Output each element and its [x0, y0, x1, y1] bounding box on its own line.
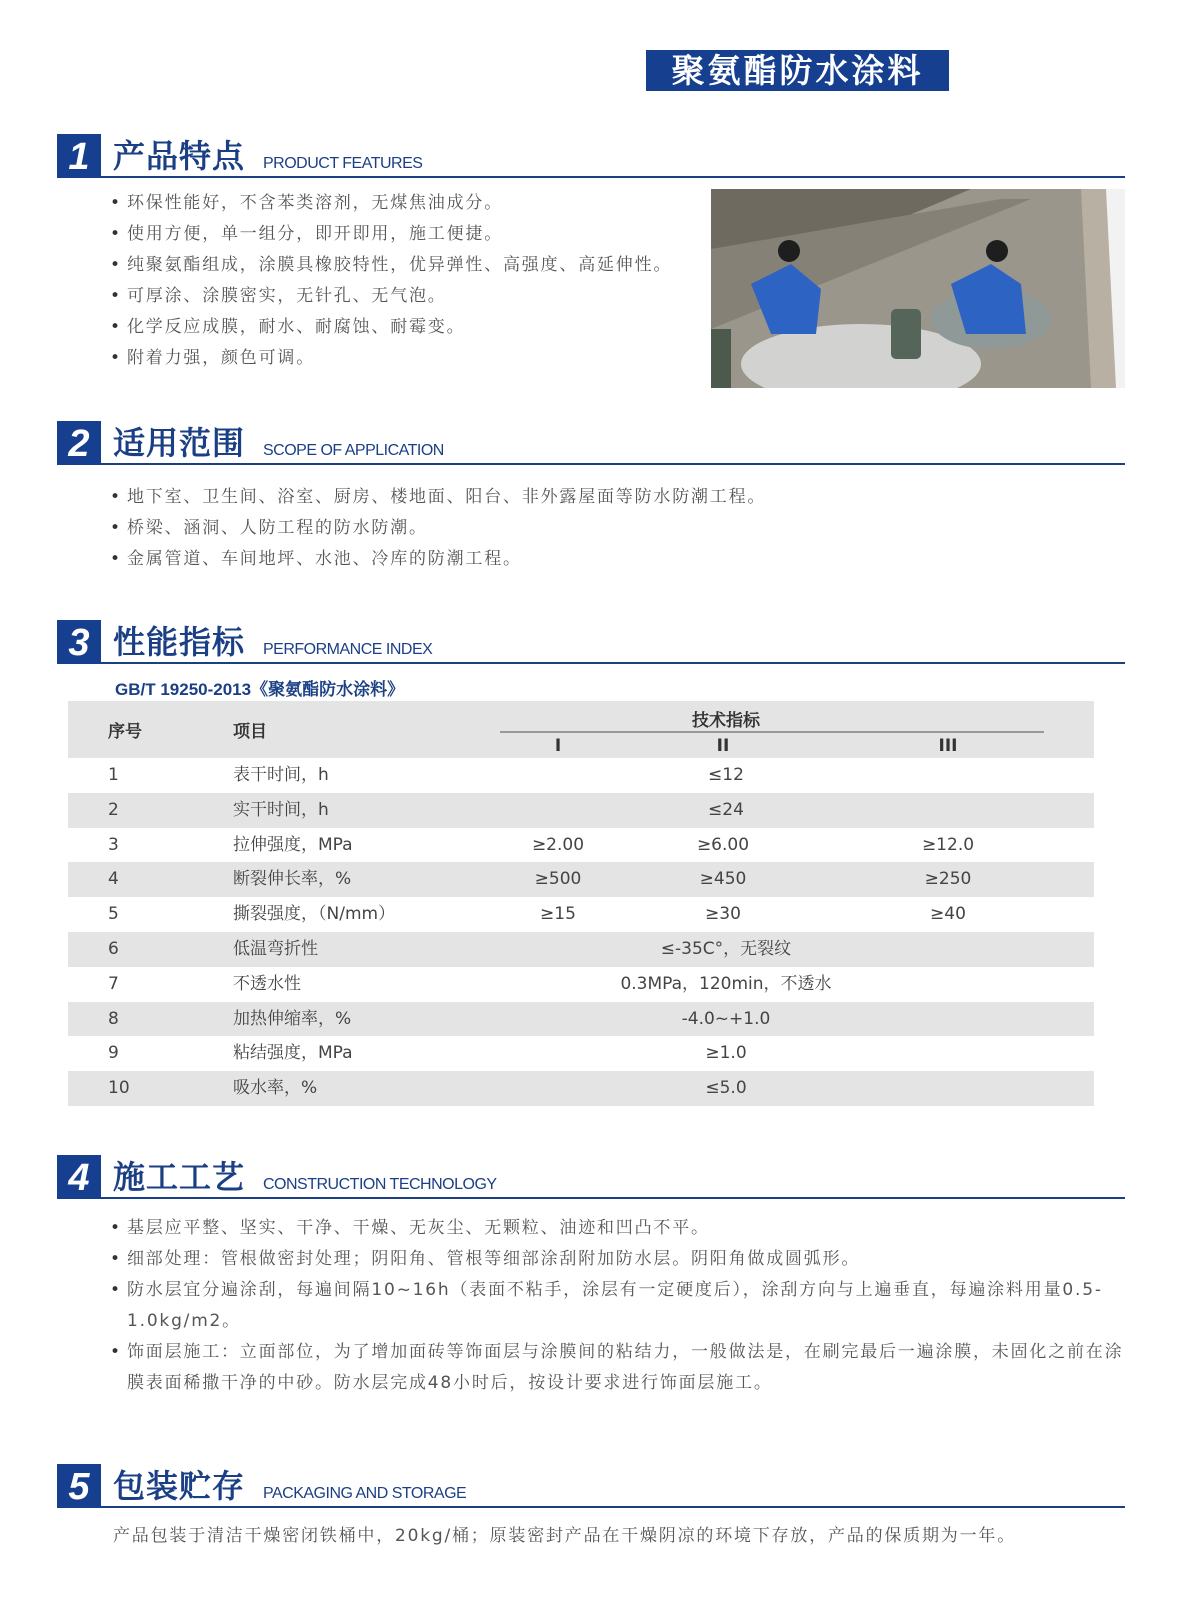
row-number: 8	[108, 1008, 119, 1029]
scope-list	[110, 485, 766, 578]
row-value: ≤-35C°，无裂纹	[660, 938, 792, 959]
row-value-grade-2: ≥6.00	[696, 834, 750, 855]
header-spec: 技术指标	[692, 711, 760, 731]
row-item: 吸水率，%	[233, 1078, 318, 1099]
list-item: • 纯聚氨酯组成，涂膜具橡胶特性，优异弹性、高强度、高延伸性。	[110, 253, 672, 284]
table-row	[68, 793, 1094, 828]
row-value-grade-3: ≥12.0	[921, 834, 975, 855]
header-grade-3: III	[938, 736, 958, 756]
section-header-packaging	[57, 1464, 1125, 1508]
section-title-en: PERFORMANCE INDEX	[263, 641, 433, 658]
table-row	[68, 897, 1094, 932]
section-title-en: CONSTRUCTION TECHNOLOGY	[263, 1176, 497, 1193]
list-item: • 桥梁、涵洞、人防工程的防水防潮。	[110, 516, 766, 547]
row-item: 拉伸强度，MPa	[233, 834, 353, 855]
list-item: • 基层应平整、坚实、干净、干燥、无灰尘、无颗粒、油迹和凹凸不平。	[110, 1213, 1140, 1244]
header-item: 项目	[233, 722, 267, 742]
row-item: 实干时间，h	[233, 799, 329, 820]
row-value-grade-1: ≥2.00	[531, 834, 585, 855]
row-value-grade-2: ≥450	[699, 869, 747, 890]
row-item: 断裂伸长率，%	[233, 869, 352, 890]
list-item: • 化学反应成膜，耐水、耐腐蚀、耐霉变。	[110, 315, 672, 346]
row-value: 0.3MPa，120min，不透水	[620, 973, 832, 994]
row-item: 表干时间，h	[233, 765, 329, 785]
list-item: • 可厚涂、涂膜密实，无针孔、无气泡。	[110, 284, 672, 315]
section-title-cn: 性能指标	[113, 623, 246, 661]
list-item: • 细部处理：管根做密封处理；阴阳角、管根等细部涂刮附加防水层。阴阳角做成圆弧形。	[110, 1244, 1140, 1275]
section-number: 1	[57, 134, 101, 178]
section-header-features	[57, 134, 1125, 178]
row-number: 9	[108, 1043, 119, 1064]
construction-list	[110, 1213, 1140, 1399]
row-value-grade-2: ≥30	[705, 904, 741, 925]
row-value-grade-3: ≥250	[924, 869, 972, 890]
row-number: 10	[108, 1078, 130, 1099]
table-body	[68, 758, 1094, 1106]
row-value: ≤12	[708, 765, 744, 785]
section-title-en: PACKAGING AND STORAGE	[263, 1485, 467, 1502]
table-row	[68, 932, 1094, 967]
header-divider	[500, 731, 1044, 733]
row-value-grade-1: ≥500	[534, 869, 582, 890]
section-header-scope	[57, 421, 1125, 465]
table-row	[68, 1036, 1094, 1071]
list-item: • 附着力强，颜色可调。	[110, 346, 672, 377]
section-title-cn: 适用范围	[113, 424, 246, 462]
row-number: 1	[108, 765, 119, 785]
product-title: 聚氨酯防水涂料	[646, 50, 949, 91]
list-item: • 金属管道、车间地坪、水池、冷库的防潮工程。	[110, 547, 766, 578]
list-item: • 防水层宜分遍涂刮，每遍间隔10~16h（表面不粘手，涂层有一定硬度后），涂刮方向与上遍垂直，每遍涂料用量0.5-1.0kg/m2。	[110, 1275, 1140, 1337]
packaging-text: 产品包装于清洁干燥密闭铁桶中，20kg/桶；原装密封产品在干燥阴凉的环境下存放，产品的保质期为一年。	[113, 1526, 1016, 1546]
row-number: 3	[108, 834, 119, 855]
row-number: 4	[108, 869, 119, 890]
list-item: • 使用方便，单一组分，即开即用，施工便捷。	[110, 222, 672, 253]
table-row	[68, 1002, 1094, 1037]
table-header	[68, 701, 1094, 758]
workers-applying-coating-photo	[711, 189, 1125, 388]
section-title-cn: 包装贮存	[113, 1467, 246, 1505]
section-number: 2	[57, 421, 101, 465]
section-header-construction	[57, 1155, 1125, 1199]
row-number: 5	[108, 904, 119, 925]
row-item: 粘结强度，MPa	[233, 1043, 353, 1064]
section-number: 3	[57, 620, 101, 664]
header-grade-1: I	[554, 736, 562, 756]
row-item: 不透水性	[233, 973, 301, 994]
table-row	[68, 758, 1094, 793]
table-row	[68, 967, 1094, 1002]
row-item: 撕裂强度，（N/mm）	[233, 904, 396, 925]
header-grade-2: II	[716, 736, 730, 756]
row-number: 6	[108, 938, 119, 959]
section-title-en: SCOPE OF APPLICATION	[263, 442, 444, 459]
table-row	[68, 862, 1094, 897]
row-item: 加热伸缩率，%	[233, 1008, 352, 1029]
features-list	[110, 191, 672, 377]
header-no: 序号	[108, 722, 142, 742]
section-title-cn: 施工工艺	[113, 1158, 246, 1196]
row-value-grade-3: ≥40	[930, 904, 966, 925]
row-value-grade-1: ≥15	[540, 904, 576, 925]
performance-table	[68, 701, 1094, 1106]
list-item: • 饰面层施工：立面部位，为了增加面砖等饰面层与涂膜间的粘结力，一般做法是，在刷完最后一遍涂膜，未固化之前在涂膜表面稀撒干净的中砂。防水层完成48小时后，按设计要求进行饰面层施工。	[110, 1337, 1140, 1399]
table-row	[68, 1071, 1094, 1106]
row-value: ≤24	[708, 799, 744, 820]
section-header-performance	[57, 620, 1125, 664]
list-item: • 环保性能好，不含苯类溶剂，无煤焦油成分。	[110, 191, 672, 222]
standard-reference: GB/T 19250-2013《聚氨酯防水涂料》	[115, 680, 405, 699]
row-value: ≤5.0	[705, 1078, 747, 1099]
row-item: 低温弯折性	[233, 938, 318, 959]
row-number: 2	[108, 799, 119, 820]
row-value: -4.0~+1.0	[681, 1008, 771, 1029]
section-title-cn: 产品特点	[113, 137, 246, 175]
section-number: 5	[57, 1464, 101, 1508]
list-item: • 地下室、卫生间、浴室、厨房、楼地面、阳台、非外露屋面等防水防潮工程。	[110, 485, 766, 516]
section-number: 4	[57, 1155, 101, 1199]
section-title-en: PRODUCT FEATURES	[263, 155, 423, 172]
row-number: 7	[108, 973, 119, 994]
row-value: ≥1.0	[705, 1043, 747, 1064]
table-row	[68, 828, 1094, 863]
